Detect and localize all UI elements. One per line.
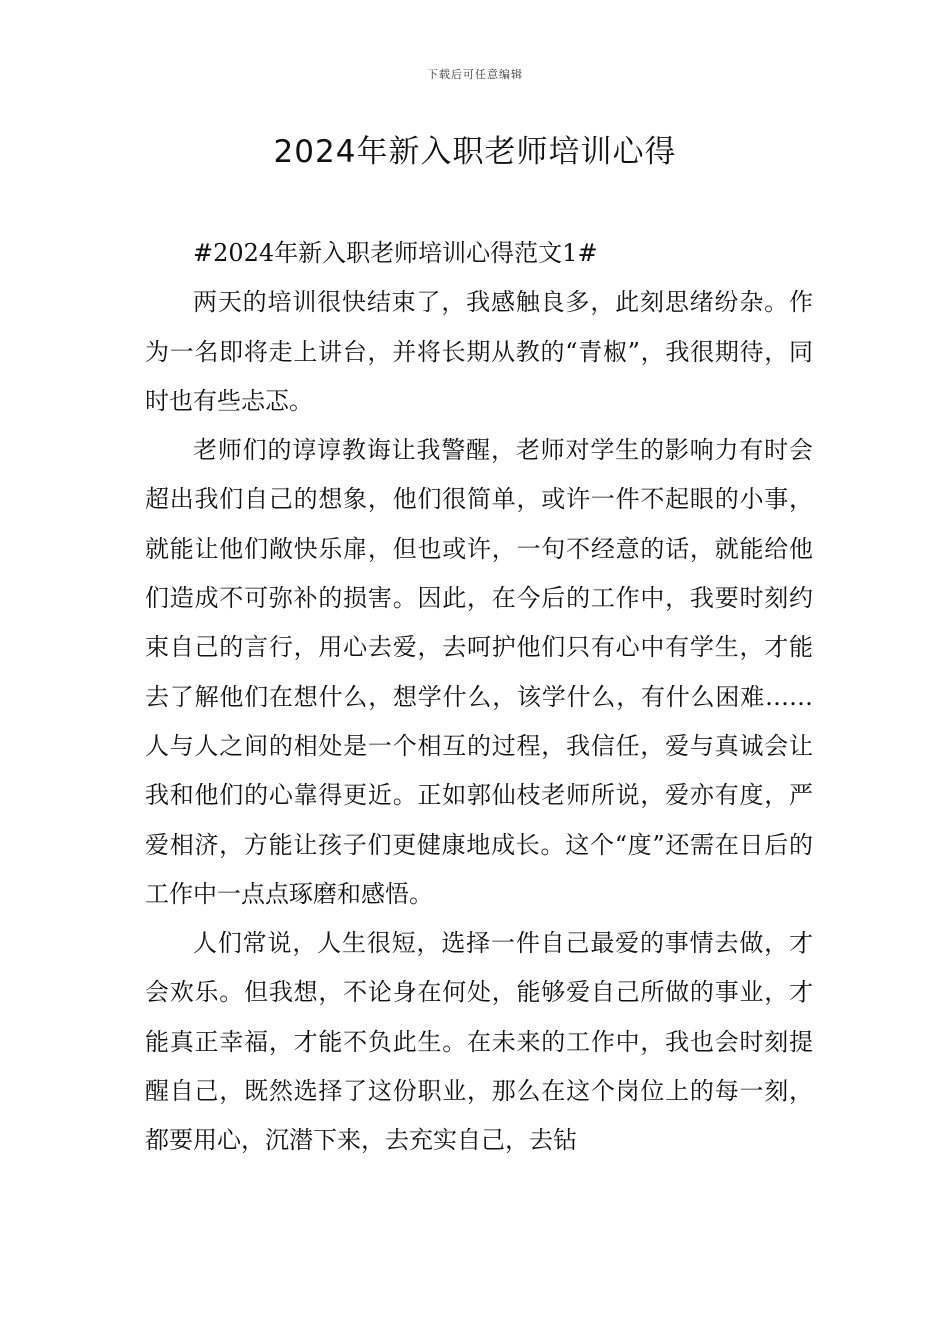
- paragraph-2: 老师们的谆谆教诲让我警醒，老师对学生的影响力有时会超出我们自己的想象，他们很简单，或许一件不起眼的小事，就能让他们敞快乐扉，但也或许，一句不经意的话，就能给他们造成不可弥补的损害。因此，在今后的工作中，我要时刻约束自己的言行，用心去爱，去呵护他们只有心中有学生，才能去了解他们在想什么，想学什么，该学什么，有什么困难……人与人之间的相处是一个相互的过程，我信任，爱与真诚会让我和他们的心靠得更近。正如郭仙枝老师所说，爱亦有度，严爱相济，方能让孩子们更健康地成长。这个“度”还需在日后的工作中一点点琢磨和感悟。: [145, 436, 813, 908]
- header-note: 下载后可任意编辑: [427, 68, 523, 81]
- paragraph-1: 两天的培训很快结束了，我感触良多，此刻思绪纷杂。作为一名即将走上讲台，并将长期从教的“青椒”，我很期待，同时也有些忐忑。: [145, 288, 813, 415]
- paragraph-3: 人们常说，人生很短，选择一件自己最爱的事情去做，才会欢乐。但我想，不论身在何处，能够爱自己所做的事业，才能真正幸福，才能不负此生。在未来的工作中，我也会时刻提醒自己，既然选择了这份职业，那么在这个岗位上的每一刻，都要用心，沉潜下来，去充实自己，去钻: [145, 929, 813, 1155]
- section-heading: #2024年新入职老师培训心得范文1#: [193, 239, 598, 267]
- document-body: [145, 229, 813, 1166]
- document-title: 2024年新入职老师培训心得: [273, 134, 677, 170]
